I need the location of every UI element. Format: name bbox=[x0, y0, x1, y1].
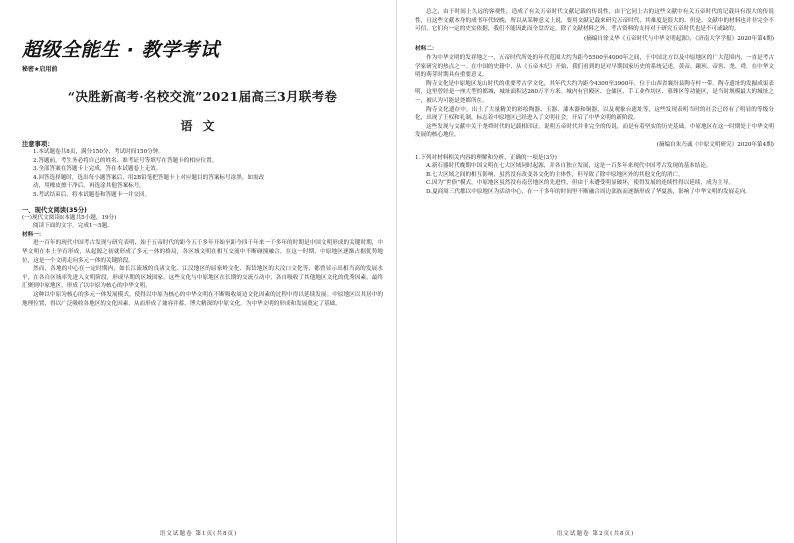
material-paragraph: 这种以中原为核心的多元一体发展模式，使得以中原为核心的中华文明在不断吸收周边文化因素的过程中得以延续发展。中原地区以其居中的地理位置，得以广泛吸收各地区的文化因素，从而形成了兼容并蓄、博大精深的中原文化，为中华文明的形成和发展奠定了基础。 bbox=[22, 291, 383, 307]
note-item: 4.回答选择题时，选出每小题答案后，用2B铅笔把答题卡上对应题目的答案标号涂黑。如需改 bbox=[33, 174, 265, 181]
answer-option: B.七大区域之间的相互影响，虽然没有改变各文化的主体性，但导致了除中原地区外的其他文化的消亡。 bbox=[426, 171, 684, 178]
section-heading: 一、现代文阅读(35分) bbox=[22, 206, 87, 214]
material-paragraph: 然而，各地的中心在一定时期内，如长江流域的良渚文化、江汉地区的屈家岭文化、海岱地区的大汶口文化等，都曾显示出相当高的发展水平，在各自区域率先进入文明阶段，形成早期的区域国家。这些文化与中原地区在长期的交流互动中，各自吸收了其他地区文化的优秀因素，最终汇聚到中原地区，形成了以中原为核心的中华文明。 bbox=[22, 266, 383, 290]
material-paragraph: 这些发现与文献中关于尧舜时代的记载相印证，说明五帝时代并非完全的传说，而是有着坚实的历史基础，中原地区在这一时期处于中华文明发展的核心地位。 bbox=[415, 123, 774, 139]
sub-section-heading: (一)现代文阅读Ⅰ(本题共5小题，19分) bbox=[22, 214, 117, 221]
material-label: 材料一： bbox=[22, 231, 45, 238]
answer-option: D.夏商周三代都以中原地区为活动中心，在一千多年的时间里不断融合周边部族而逐渐形成了华夏族，影响了中华文明的发展走向。 bbox=[426, 188, 751, 195]
note-item: 5.考试结束后，将本试题卷和答题卡一并交回。 bbox=[33, 191, 151, 198]
material-label: 材料二： bbox=[415, 46, 438, 53]
question-stem: 1.下列对材料相关内容的理解和分析，正确的一项是(3分) bbox=[415, 154, 557, 161]
material-paragraph: 作为中华文明的发祥地之一，五帝时代所处的年代范围大约为距今5500至4000年之间，于中国北方以及中原地区的广大范围内，一直是考古学家研究的热点之一。在中国的史籍中，从《五帝本纪》开始，我们看到的是对早期国家历史的系统记述，黄帝、颛顼、帝喾、尧、舜，在中华文明的萌芽时期具有重要意义。 bbox=[415, 54, 774, 79]
source-citation: (摘编自朱乃诚《中原文明研究》2020年第4期) bbox=[656, 141, 774, 148]
page-footer: 语文试题卷 第1页(共8页) bbox=[159, 531, 238, 537]
source-citation: (摘编自徐义华《五帝时代与中华文明起源》，《济南大学学报》2020年第4期) bbox=[584, 35, 774, 42]
material-paragraph: 进一百年的现代中国考古发现与研究表明，始于五帝时代的距今五千多年开始至距今四千年来一千多年的时期是中国文明形成的关键时期，中华文明在本土孕育形成，从起源之初就形成了多元一体的格局，各区域文明在相互交流中不断碰撞融合，在这一时期，中原地区逐渐占据优势地位，这是一个文明走向多元一体的关键阶段。 bbox=[22, 240, 383, 264]
material-paragraph: 陶寺文化是中原地区龙山时代的重要考古学文化，其年代大约为距今4300至3900年，位于山西省襄汾县陶寺村一带。陶寺遗址的发掘成果表明，这里曾经是一座大型的都城，城址面积达280万平方米。城内有宫殿区、仓储区、手工业作坊区、墓葬区等功能区，是当时规模最大的城址之一，被认为可能是尧都所在。 bbox=[415, 80, 774, 104]
material-paragraph: 总之，由于时间上久远的客观性，造成了有关五帝时代文献记载的传说性，由于它同上古的这些文献中有关五帝时代的记载具有很大的传说性，且这些文献本身的成书年代较晚，所以从某种意义上说，要用文献记载来研究五帝时代，其难度是很大的。但是，文献中的材料也并非完全不可信，它们有一定的史实依据，我们不能因此而全盘否定。除了文献材料之外，考古资料的支持对于研究五帝时代也是不可或缺的。 bbox=[415, 9, 774, 33]
subject-title: 语文 bbox=[180, 119, 225, 133]
page-two bbox=[397, 0, 794, 543]
page-footer: 语文试题卷 第2页(共8页) bbox=[556, 531, 635, 537]
note-item: 2.答题前，考生务必将自己的姓名、准考证号等填写在答题卡的相应位置。 bbox=[33, 157, 218, 164]
secret-label: 秘密★启用前 bbox=[22, 66, 58, 73]
note-item: 1.本试题卷共8页，满分150分，考试时间150分钟。 bbox=[33, 149, 164, 155]
answer-option: C.因为“世俗”模式，中原地区虽然没有南岳地区的先进性，但由于未遭受明显破坏，使得发展的连续性得以延续，成为主导。 bbox=[426, 180, 735, 187]
answer-option: A.新石器时代晚期中国文明在七大区域同时起源，并各自独立发展，这是一百多年来现代中国考古发现的基本结论。 bbox=[426, 163, 712, 170]
reading-instruction: 阅读下面的文字，完成1～5题。 bbox=[33, 223, 113, 230]
note-item: 3.全部答案在答题卡上完成，答在本试题卷上无效。 bbox=[33, 166, 162, 173]
brand-logo: 超级全能生 · 教学考试 bbox=[22, 39, 220, 61]
notes-heading: 注意事项： bbox=[22, 141, 54, 148]
exam-title: “决胜新高考·名校交流”2021届高三3月联考卷 bbox=[67, 89, 338, 104]
material-paragraph: 陶寺文化遗存中，出土了大量精美的彩绘陶器、玉器、漆木器和铜器，以及观象台遗址等，这些发现表明当时的社会已经有了明显的等级分化，出现了王权和礼制，标志着中原地区已经进入了文明社会，开启了中华文明的新阶段。 bbox=[415, 106, 774, 122]
note-item: 动，用橡皮擦干净后，再选涂其他答案标号。 bbox=[33, 183, 145, 190]
